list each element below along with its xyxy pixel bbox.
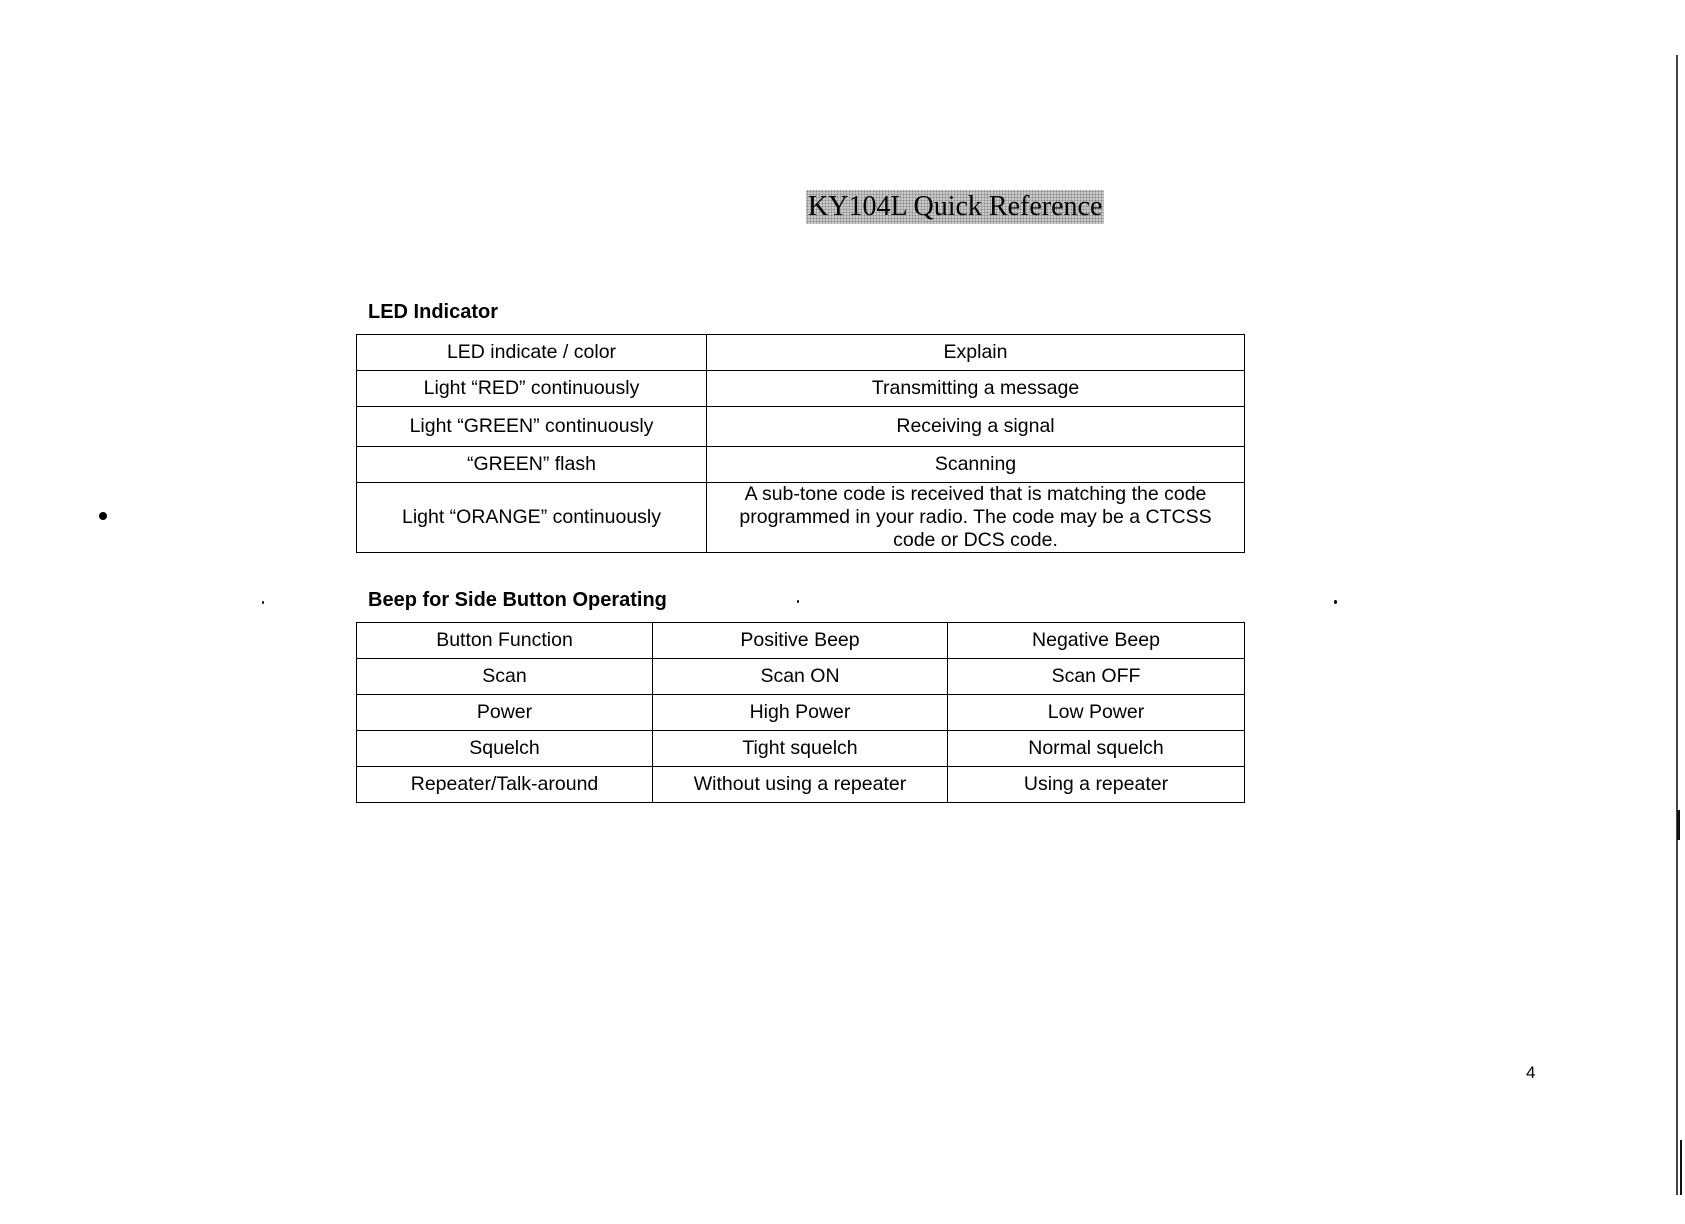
table-cell: A sub-tone code is received that is matching the code programmed in your radio. The code may be a CTCSS code or DCS code. [707,483,1245,553]
page-title: KY104L Quick Reference [808,191,1103,222]
scan-edge-mark [1677,810,1680,840]
scan-speck [99,512,107,520]
table-cell: Receiving a signal [707,407,1245,447]
column-header: Negative Beep [948,623,1245,659]
table-row [357,407,1245,447]
table-cell: Scanning [707,447,1245,483]
table-cell: Scan [357,659,653,695]
table-cell: Transmitting a message [707,371,1245,407]
table-row [357,731,1245,767]
scan-speck [797,600,799,603]
table-cell: Scan ON [653,659,948,695]
table-cell: Light “ORANGE” continuously [357,483,707,553]
table-cell: Low Power [948,695,1245,731]
scan-speck [262,601,264,604]
table-cell: Tight squelch [653,731,948,767]
table-cell: Power [357,695,653,731]
table-cell: Light “RED” continuously [357,371,707,407]
table-header-row [357,335,1245,371]
table-row [357,659,1245,695]
led-section-heading: LED Indicator [368,301,499,323]
column-header: LED indicate / color [357,335,707,371]
table-cell: Squelch [357,731,653,767]
beep-section-heading: Beep for Side Button Operating [368,589,667,611]
table-cell: Repeater/Talk-around [357,767,653,803]
table-row [357,447,1245,483]
scan-speck [1334,600,1337,604]
table-header-row [357,623,1245,659]
table-cell: Using a repeater [948,767,1245,803]
column-header: Positive Beep [653,623,948,659]
scan-edge-mark [1680,1140,1682,1195]
column-header: Explain [707,335,1245,371]
table-cell: Without using a repeater [653,767,948,803]
beep-table [356,622,1245,803]
table-row [357,371,1245,407]
table-cell: Normal squelch [948,731,1245,767]
table-cell: High Power [653,695,948,731]
table-row [357,767,1245,803]
table-cell: Light “GREEN” continuously [357,407,707,447]
scan-edge-line [1676,55,1678,1195]
table-cell: “GREEN” flash [357,447,707,483]
led-indicator-table [356,334,1245,553]
page-number: 4 [1526,1063,1536,1082]
table-row [357,483,1245,553]
table-cell: Scan OFF [948,659,1245,695]
column-header: Button Function [357,623,653,659]
table-row [357,695,1245,731]
